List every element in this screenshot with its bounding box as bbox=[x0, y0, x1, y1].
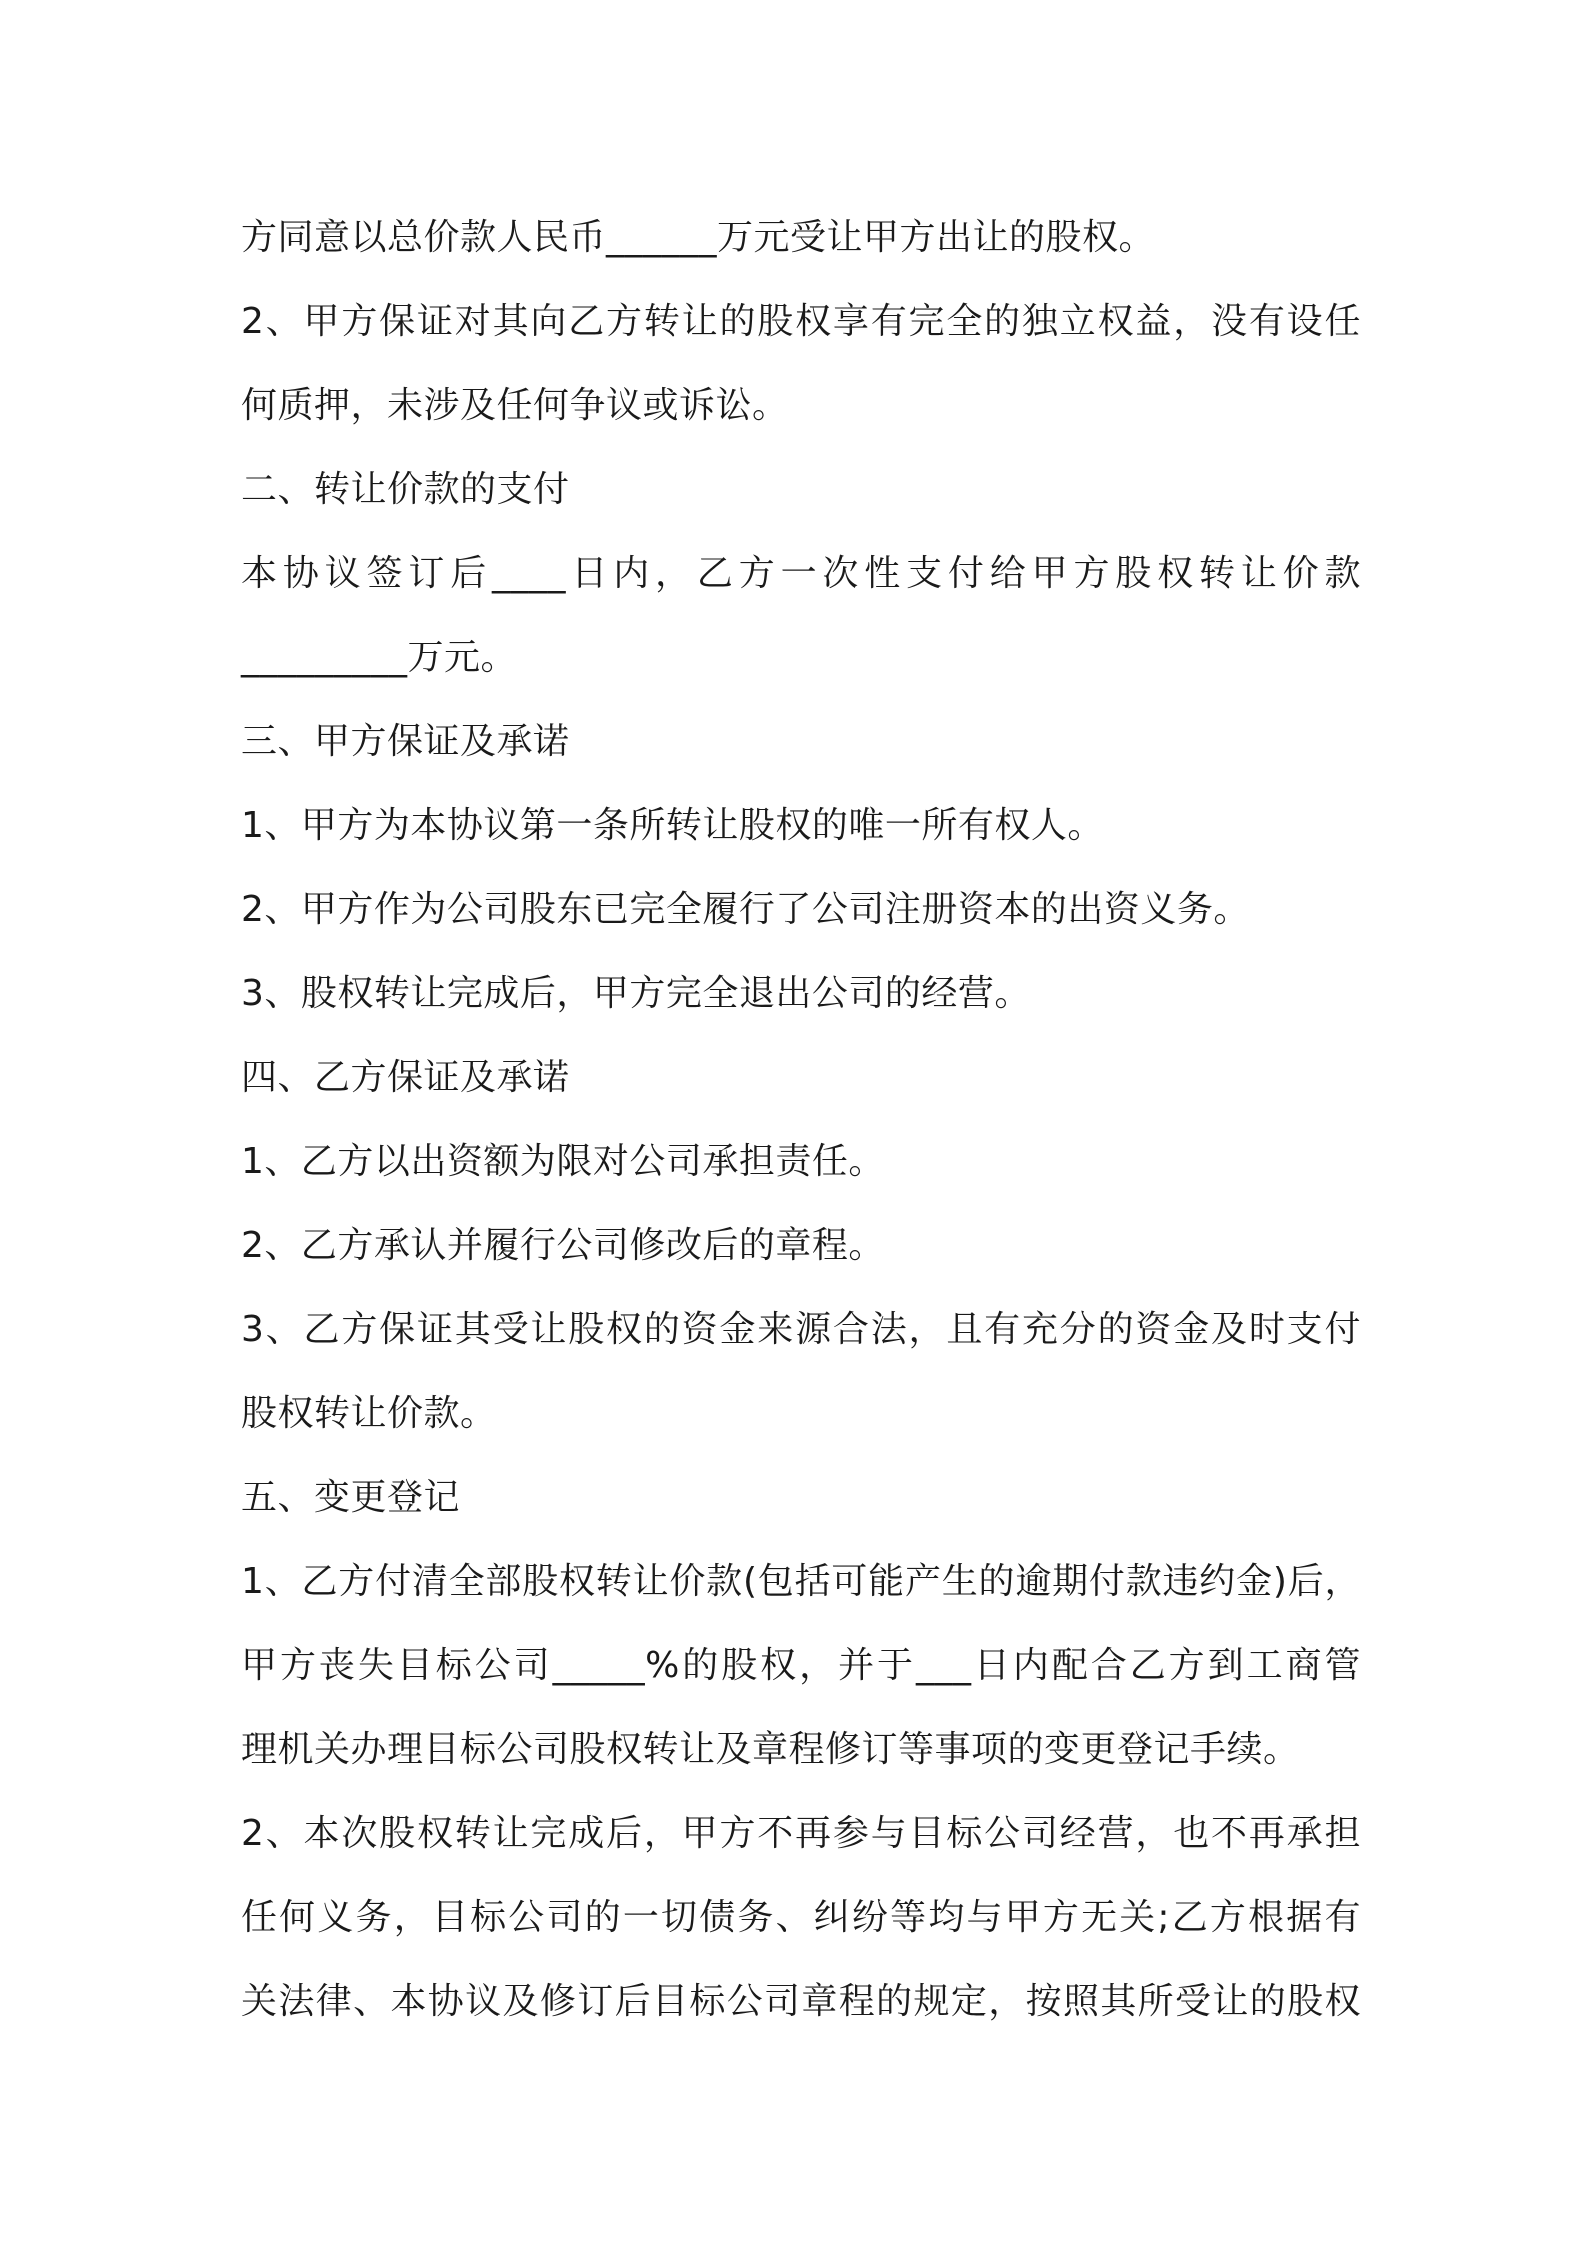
text-line: 本协议签订后____日内，乙方一次性支付给甲方股权转让价款 bbox=[241, 553, 1361, 594]
text-line: 1、乙方付清全部股权转让价款(包括可能产生的逾期付款违约金)后， bbox=[241, 1561, 1361, 1602]
text-line: 2、甲方保证对其向乙方转让的股权享有完全的独立权益，没有设任 bbox=[241, 301, 1361, 342]
text-line: 1、甲方为本协议第一条所转让股权的唯一所有权人。 bbox=[241, 805, 1104, 846]
text-line: 方同意以总价款人民币______万元受让甲方出让的股权。 bbox=[241, 217, 1156, 258]
text-line: _________万元。 bbox=[241, 637, 518, 678]
text-line: 3、乙方保证其受让股权的资金来源合法，且有充分的资金及时支付 bbox=[241, 1309, 1361, 1350]
text-line: 理机关办理目标公司股权转让及章程修订等事项的变更登记手续。 bbox=[241, 1729, 1300, 1770]
section-heading: 五、变更登记 bbox=[241, 1477, 461, 1518]
text-line: 何质押，未涉及任何争议或诉讼。 bbox=[241, 385, 789, 426]
section-heading: 三、甲方保证及承诺 bbox=[241, 721, 570, 762]
text-line: 股权转让价款。 bbox=[241, 1393, 497, 1434]
text-line: 关法律、本协议及修订后目标公司章程的规定，按照其所受让的股权 bbox=[241, 1981, 1361, 2022]
text-line: 2、甲方作为公司股东已完全履行了公司注册资本的出资义务。 bbox=[241, 889, 1250, 930]
text-line: 2、本次股权转让完成后，甲方不再参与目标公司经营，也不再承担 bbox=[241, 1813, 1361, 1854]
document-body bbox=[241, 196, 1361, 2044]
text-line: 任何义务，目标公司的一切债务、纠纷等均与甲方无关;乙方根据有 bbox=[241, 1897, 1361, 1938]
text-line: 2、乙方承认并履行公司修改后的章程。 bbox=[241, 1225, 885, 1266]
text-line: 3、股权转让完成后，甲方完全退出公司的经营。 bbox=[241, 973, 1031, 1014]
section-heading: 二、转让价款的支付 bbox=[241, 469, 570, 510]
section-heading: 四、乙方保证及承诺 bbox=[241, 1057, 570, 1098]
text-line: 甲方丧失目标公司_____%的股权，并于___日内配合乙方到工商管 bbox=[241, 1645, 1361, 1686]
text-line: 1、乙方以出资额为限对公司承担责任。 bbox=[241, 1141, 885, 1182]
